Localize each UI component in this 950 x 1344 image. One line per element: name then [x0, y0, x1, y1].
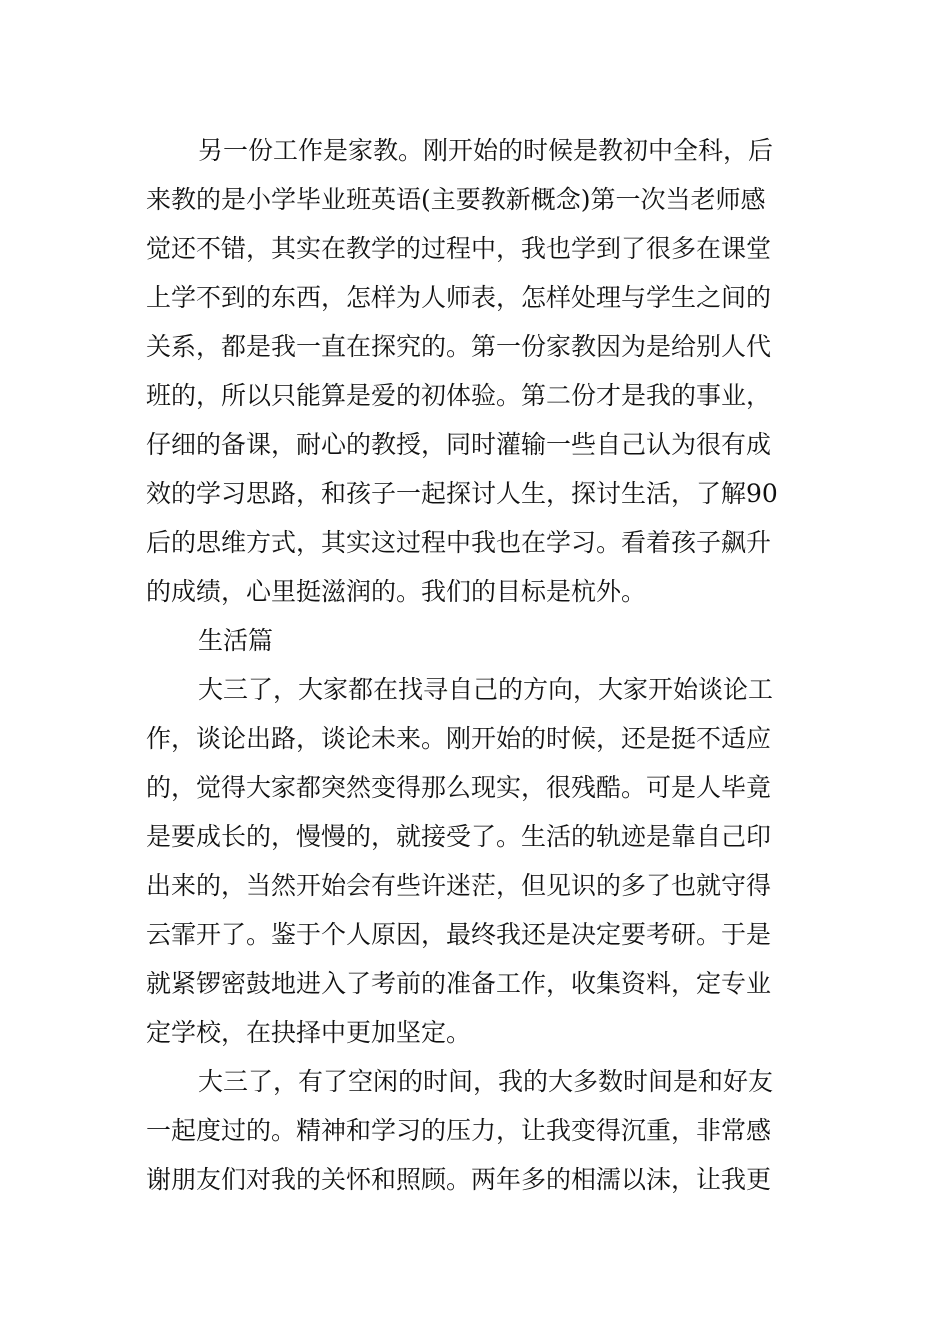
- document-body: [146, 126, 806, 1204]
- paragraph-2-line: 就紧锣密鼓地进入了考前的准备工作，收集资料，定专业: [146, 969, 772, 998]
- paragraph-2-line: 云霏开了。鉴于个人原因，最终我还是决定要考研。于是: [146, 920, 772, 949]
- paragraph-3: [146, 1057, 806, 1204]
- paragraph-3-line: 大三了，有了空闲的时间，我的大多数时间是和好友: [198, 1067, 774, 1096]
- paragraph-1-line: 仔细的备课，耐心的教授，同时灌输一些自己认为很有成: [146, 430, 772, 459]
- paragraph-1-line: 后的思维方式，其实这过程中我也在学习。看着孩子飙升: [146, 528, 772, 557]
- paragraph-2-line: 的，觉得大家都突然变得那么现实，很残酷。可是人毕竟: [146, 773, 772, 802]
- paragraph-1-line: 关系，都是我一直在探究的。第一份家教因为是给别人代: [146, 332, 772, 361]
- paragraph-2: [146, 665, 806, 1057]
- paragraph-2-line: 定学校，在抉择中更加坚定。: [146, 1018, 472, 1047]
- paragraph-2-line: 作，谈论出路，谈论未来。刚开始的时候，还是挺不适应: [146, 724, 772, 753]
- paragraph-1-line: 效的学习思路，和孩子一起探讨人生，探讨生活，了解90: [146, 479, 778, 508]
- paragraph-3-line: 一起度过的。精神和学习的压力，让我变得沉重，非常感: [146, 1116, 772, 1145]
- paragraph-1: [146, 126, 806, 616]
- paragraph-2-line: 出来的，当然开始会有些许迷茫，但见识的多了也就守得: [146, 871, 772, 900]
- section-heading: 生活篇: [198, 626, 274, 655]
- paragraph-2-line: 是要成长的，慢慢的，就接受了。生活的轨迹是靠自己印: [146, 822, 772, 851]
- paragraph-3-line: 谢朋友们对我的关怀和照顾。两年多的相濡以沫，让我更: [146, 1165, 772, 1194]
- paragraph-1-line: 来教的是小学毕业班英语(主要教新概念)第一次当老师感: [146, 185, 766, 214]
- paragraph-2-line: 大三了，大家都在找寻自己的方向，大家开始谈论工: [198, 675, 774, 704]
- paragraph-1-line: 班的，所以只能算是爱的初体验。第二份才是我的事业，: [146, 381, 772, 410]
- paragraph-1-line: 的成绩，心里挺滋润的。我们的目标是杭外。: [146, 577, 647, 606]
- paragraph-1-line: 另一份工作是家教。刚开始的时候是教初中全科，后: [198, 136, 774, 165]
- paragraph-1-line: 上学不到的东西，怎样为人师表，怎样处理与学生之间的: [146, 283, 772, 312]
- paragraph-1-line: 觉还不错，其实在教学的过程中，我也学到了很多在课堂: [146, 234, 772, 263]
